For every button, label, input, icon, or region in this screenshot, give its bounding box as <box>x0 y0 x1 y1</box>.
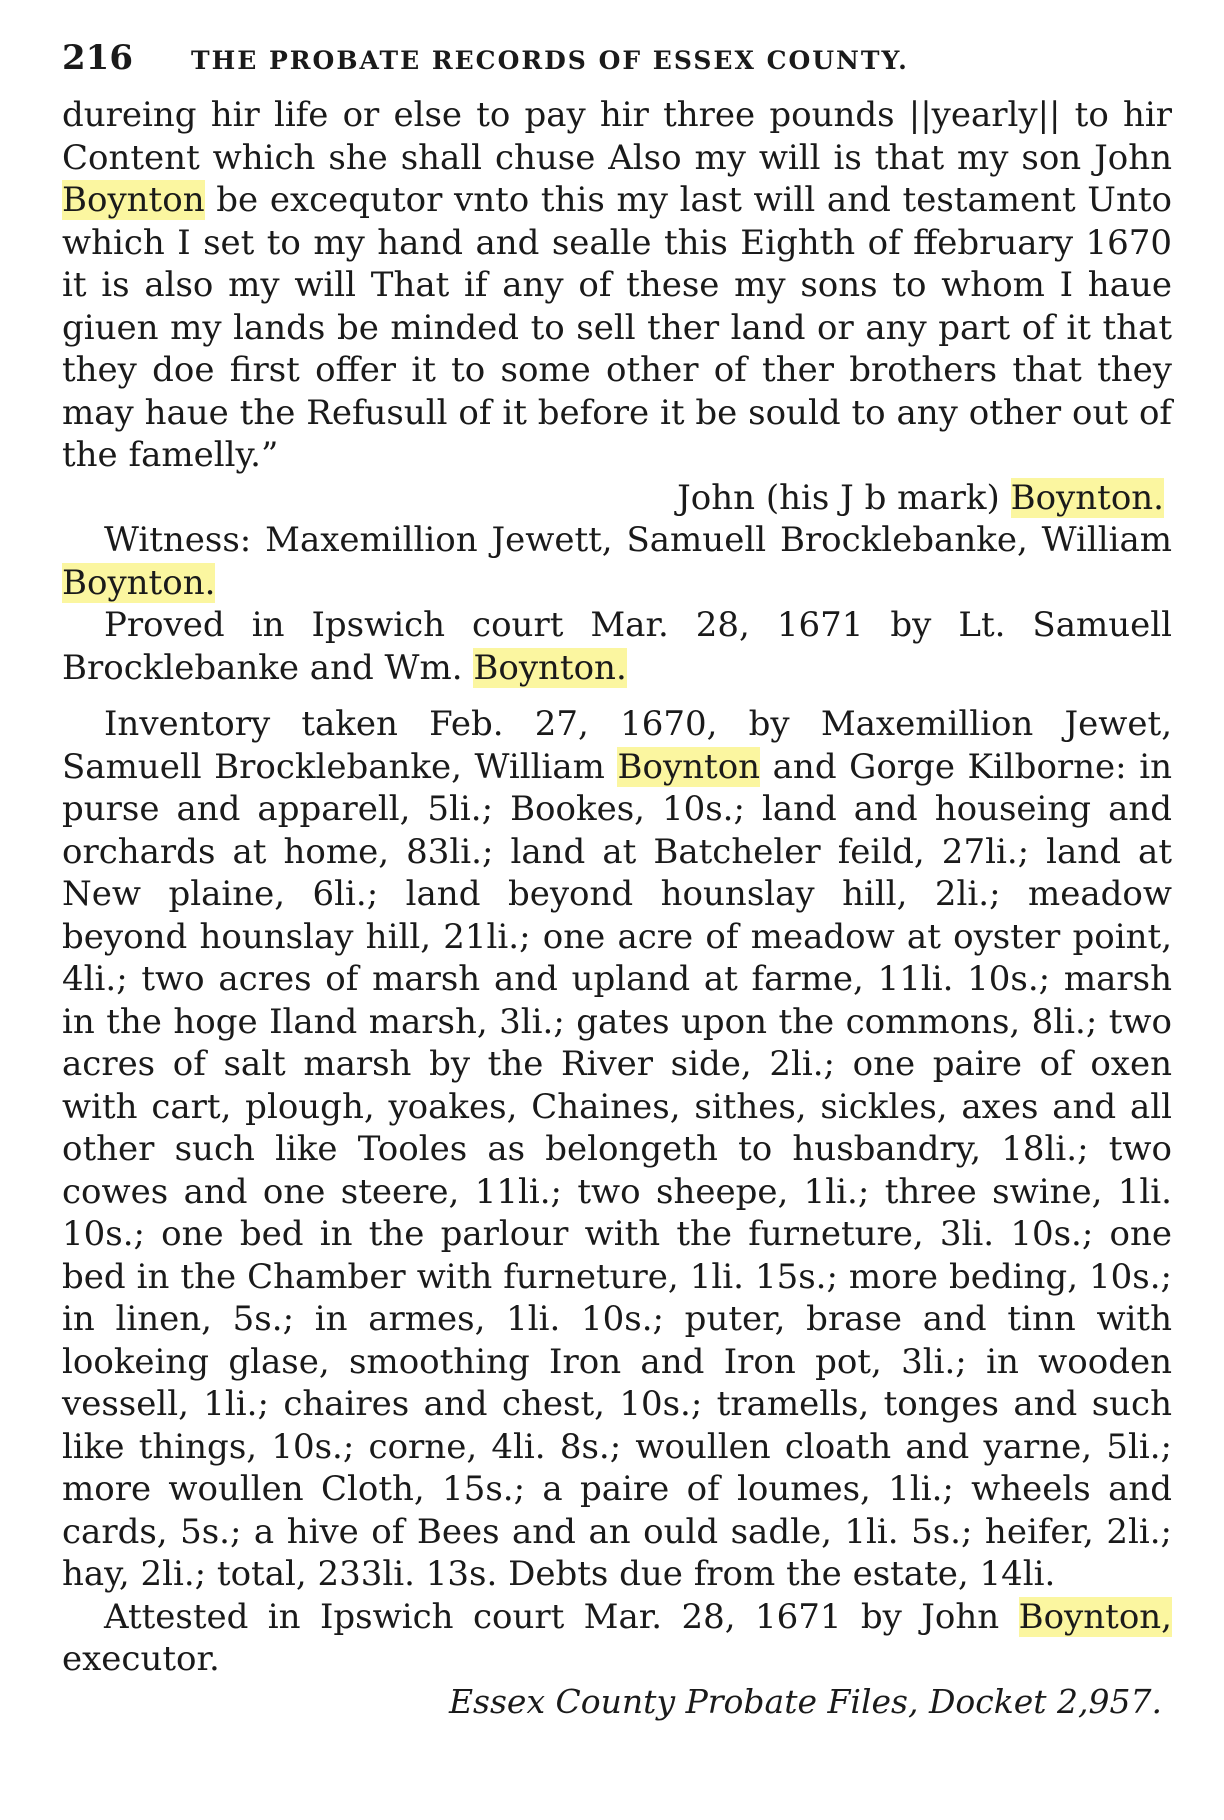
attested-paragraph <box>62 1596 1172 1681</box>
page-number: 216 <box>62 38 133 78</box>
document-page <box>62 38 1172 1723</box>
highlighted-name: Boynton. <box>473 647 627 688</box>
text-run: be excequtor vnto this my last will and testament Unto which I set to my hand and sealle this Eighth of ffebruary 1670 it is also my will That if any of these my sons to whom I haue giuen my lands be minded to sell ther land or any part of it that they doe first offer it to some other of ther brothers that they may haue the Refusull of it before it be sould to any other out of the famelly.” <box>62 180 1172 475</box>
text-run: Attested in Ipswich court Mar. 28, 1671 by John <box>104 1596 1019 1637</box>
text-run: Proved in Ipswich court Mar. 28, 1671 by Lt. Samuell Brocklebanke and Wm. <box>62 605 1172 688</box>
inventory-paragraph <box>62 703 1172 1596</box>
highlighted-name: Boynton, <box>1018 1596 1172 1637</box>
text-run: John (his J b mark) <box>677 477 1011 518</box>
running-title: THE PROBATE RECORDS OF ESSEX COUNTY. <box>190 46 909 75</box>
highlighted-name: Boynton <box>62 180 205 220</box>
text-run: Witness: Maxemillion Jewett, Samuell Brocklebanke, William <box>104 520 1172 560</box>
running-head <box>62 38 1172 94</box>
body-text <box>62 94 1172 1723</box>
witness-paragraph <box>62 519 1172 604</box>
signature-line <box>62 477 1172 520</box>
highlighted-name: Boynton. <box>62 562 216 603</box>
proved-paragraph <box>62 604 1172 689</box>
text-run: executor. <box>62 1639 220 1679</box>
will-paragraph <box>62 94 1172 477</box>
source-citation: Essex County Probate Files, Docket 2,957. <box>448 1681 1162 1721</box>
highlighted-name: Boynton. <box>1010 477 1164 518</box>
highlighted-name: Boynton <box>617 746 761 787</box>
text-run: Inventory taken Feb. 27, 1670, by Maxemillion Jewet, Samuell Brocklebanke, William <box>62 704 1172 787</box>
text-run: and Gorge Kilborne: in purse and apparell, 5li.; Bookes, 10s.; land and houseing and orchards at home, 83li.; land at Batcheler feild, 27li.; land at New plaine, 6li.; land beyond hounslay hill, 2li.; meadow beyond hounslay hill, 21li.; one acre of meadow at oyster point, 4li.; two acres of marsh and upland at farme, 11li. 10s.; marsh in the hoge Iland marsh, 3li.; gates upon the commons, 8li.; two acres of salt marsh by the River side, 2li.; one paire of oxen with cart, plough, yoakes, Chaines, sithes, sickles, axes and all other such like Tooles as belongeth to husbandry, 18li.; two cowes and one steere, 11li.; two sheepe, 1li.; three swine, 1li. 10s.; one bed in the parlour with the furneture, 3li. 10s.; one bed in the Chamber with furneture, 1li. 15s.; more beding, 10s.; in linen, 5s.; in armes, 1li. 10s.; puter, brase and tinn with lookeing glase, smoothing Iron and Iron pot, 3li.; in wooden vessell, 1li.; chaires and chest, 10s.; tramells, tonges and such like things, 10s.; corne, 4li. 8s.; woullen cloath and yarne, 5li.; more woullen Cloth, 15s.; a paire of loumes, 1li.; wheels and cards, 5s.; a hive of Bees and an ould sadle, 1li. 5s.; heifer, 2li.; hay, 2li.; total, 233li. 13s. Debts due from the estate, 14li. <box>62 746 1172 1594</box>
text-run: dureing hir life or else to pay hir three pounds ||yearly|| to hir Content which she shall chuse Also my will is that my son John <box>62 95 1172 178</box>
